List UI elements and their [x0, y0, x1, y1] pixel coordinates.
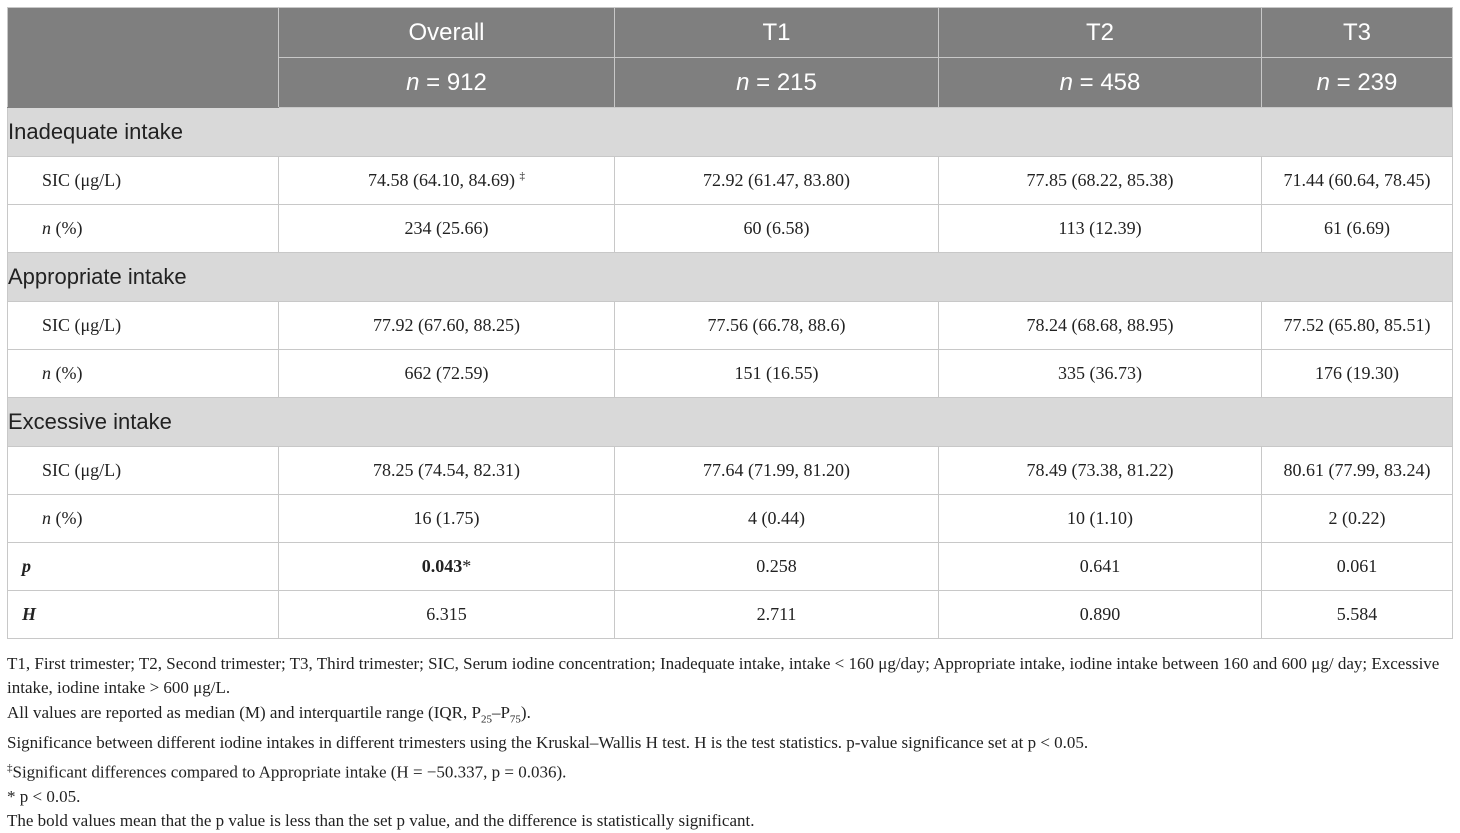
- cell-n-t1: 60 (6.58): [615, 205, 939, 253]
- cell-n-t1: 151 (16.55): [615, 350, 939, 398]
- cell-n-t3: 61 (6.69): [1262, 205, 1453, 253]
- row-label-n: n (%): [8, 350, 279, 398]
- row-label-n: n (%): [8, 495, 279, 543]
- footnote-values: All values are reported as median (M) and interquartile range (IQR, $P_{25}-P_{75}$).: [7, 702, 531, 725]
- results-table: [7, 7, 1453, 639]
- table-row: [8, 205, 1453, 253]
- cell-h-overall: 6.315: [279, 591, 615, 639]
- row-label-sic: SIC (μg/L): [8, 447, 279, 495]
- footnote-abbreviations: T1, First trimester; T2, Second trimester; T3, Third trimester; SIC, Serum iodine concentration; Inadequate intake, intake < 160 μg/day; Appropriate intake, iodine intake between 160 and 600 μg/ day; Excessive intake, iodine intake > 600 μg/L.: [7, 654, 1440, 698]
- cell-sic-t3: 71.44 (60.64, 78.45): [1262, 157, 1453, 205]
- footnote-double-dagger: ‡Significant differences compared to Appropriate intake (H = −50.337, p = 0.036).: [7, 761, 567, 782]
- section-row-excessive: [8, 398, 1453, 447]
- table-row: [8, 302, 1453, 350]
- cell-sic-t1: 72.92 (61.47, 83.80): [615, 157, 939, 205]
- p-value-row: [8, 543, 1453, 591]
- cell-h-t1: 2.711: [615, 591, 939, 639]
- section-title: Appropriate intake: [8, 253, 1453, 302]
- footnote-bold: The bold values mean that the p value is less than the set p value, and the difference is statistically significant.: [7, 810, 755, 830]
- table-row: [8, 495, 1453, 543]
- cell-sic-t1: 77.56 (66.78, 88.6): [615, 302, 939, 350]
- cell-sic-overall: 74.58 (64.10, 84.69) ‡: [279, 157, 615, 205]
- col-n-t2: n = 458: [939, 58, 1262, 108]
- cell-sic-overall: 78.25 (74.54, 82.31): [279, 447, 615, 495]
- cell-h-t2: 0.890: [939, 591, 1262, 639]
- cell-sic-t3: 80.61 (77.99, 83.24): [1262, 447, 1453, 495]
- cell-p-overall: 0.043*: [279, 543, 615, 591]
- cell-n-overall: 16 (1.75): [279, 495, 615, 543]
- cell-sic-t2: 77.85 (68.22, 85.38): [939, 157, 1262, 205]
- cell-p-t3: 0.061: [1262, 543, 1453, 591]
- table-footnotes: [7, 652, 1455, 833]
- row-label-p: p: [8, 543, 279, 591]
- cell-n-t2: 335 (36.73): [939, 350, 1262, 398]
- row-label-sic: SIC (μg/L): [8, 302, 279, 350]
- cell-n-overall: 234 (25.66): [279, 205, 615, 253]
- col-header-t2: T2: [939, 8, 1262, 58]
- header-corner: [8, 8, 279, 108]
- row-label-n: n (%): [8, 205, 279, 253]
- cell-sic-t1: 77.64 (71.99, 81.20): [615, 447, 939, 495]
- cell-p-t2: 0.641: [939, 543, 1262, 591]
- cell-h-t3: 5.584: [1262, 591, 1453, 639]
- row-label-h: H: [8, 591, 279, 639]
- cell-n-t2: 10 (1.10): [939, 495, 1262, 543]
- section-title: Inadequate intake: [8, 108, 1453, 157]
- cell-n-t3: 176 (19.30): [1262, 350, 1453, 398]
- cell-n-t3: 2 (0.22): [1262, 495, 1453, 543]
- cell-n-t1: 4 (0.44): [615, 495, 939, 543]
- section-row-appropriate: [8, 253, 1453, 302]
- col-n-overall: n = 912: [279, 58, 615, 108]
- col-header-overall: Overall: [279, 8, 615, 58]
- table-row: [8, 350, 1453, 398]
- col-header-t3: T3: [1262, 8, 1453, 58]
- header-row: [8, 8, 1453, 58]
- section-row-inadequate: [8, 108, 1453, 157]
- footnote-significance: Significance between different iodine intakes in different trimesters using the Kruskal–Wallis H test. H is the test statistics. p-value significance set at p < 0.05.: [7, 733, 1089, 753]
- cell-sic-overall: 77.92 (67.60, 88.25): [279, 302, 615, 350]
- cell-sic-t3: 77.52 (65.80, 85.51): [1262, 302, 1453, 350]
- cell-n-t2: 113 (12.39): [939, 205, 1262, 253]
- cell-n-overall: 662 (72.59): [279, 350, 615, 398]
- col-n-t3: n = 239: [1262, 58, 1453, 108]
- col-n-t1: n = 215: [615, 58, 939, 108]
- h-stat-row: [8, 591, 1453, 639]
- footnote-asterisk: * p < 0.05.: [7, 786, 81, 806]
- col-header-t1: T1: [615, 8, 939, 58]
- cell-sic-t2: 78.24 (68.68, 88.95): [939, 302, 1262, 350]
- cell-p-t1: 0.258: [615, 543, 939, 591]
- significance-mark: ‡: [519, 170, 525, 182]
- table-row: [8, 157, 1453, 205]
- row-label-sic: SIC (μg/L): [8, 157, 279, 205]
- section-title: Excessive intake: [8, 398, 1453, 447]
- table-row: [8, 447, 1453, 495]
- cell-sic-t2: 78.49 (73.38, 81.22): [939, 447, 1262, 495]
